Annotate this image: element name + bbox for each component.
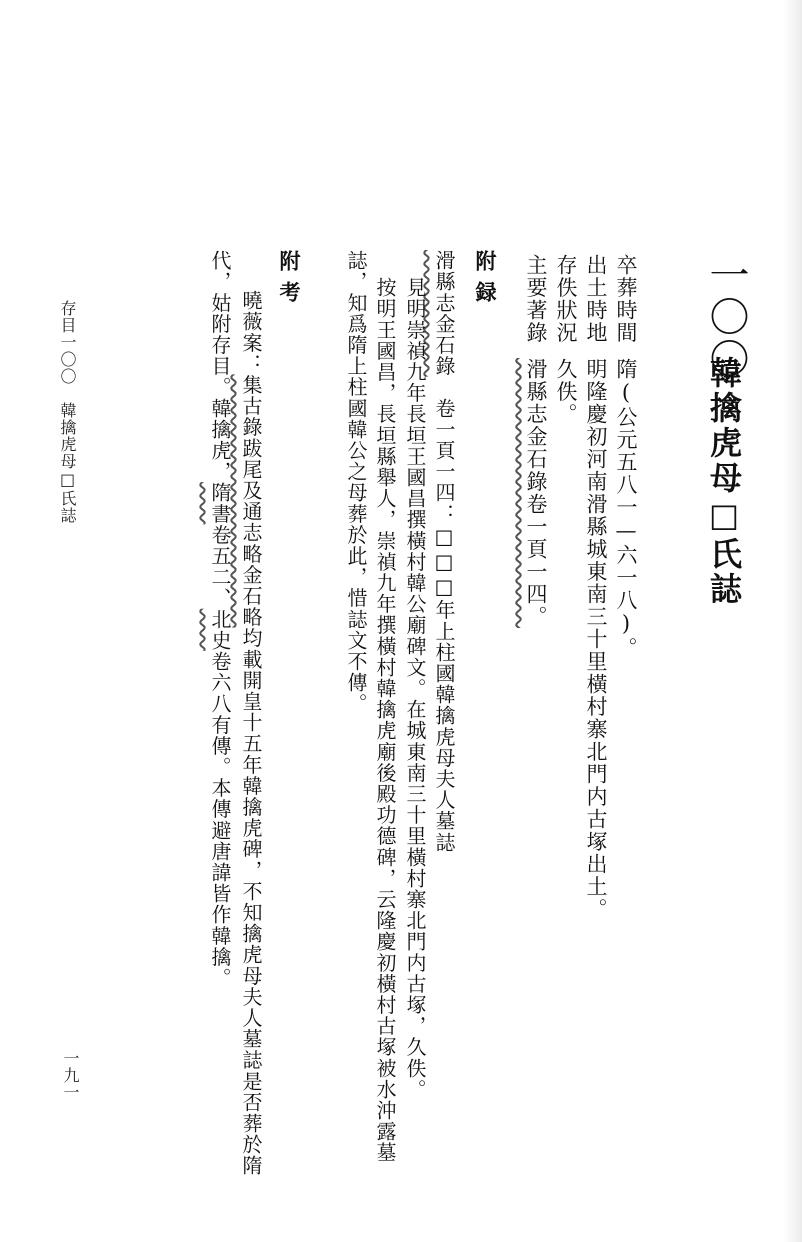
- note-text: 卷六八有傳。本傳避唐諱皆作韓擒。: [208, 650, 232, 989]
- source-title: 滑縣志金石錄: [432, 250, 456, 377]
- appendix-line-1: 見明崇禎九年長垣王國昌撰橫村韓公廟碑文。在城東南三十里橫村寨北門内古塚，久佚。: [403, 277, 427, 1100]
- note-source: 集古錄跋尾及通志略金石略: [239, 374, 263, 628]
- note-text: 卷五二、: [208, 524, 232, 609]
- source-text: 卷一頁一四：□□□年上柱國韓擒虎母夫人墓誌: [432, 376, 456, 853]
- meta-status: [555, 254, 576, 426]
- appendix-heading: 附録: [473, 250, 498, 312]
- appendix-line-3: 誌，知爲隋上柱國韓公之母葬於此，惜誌文不傳。: [344, 250, 368, 715]
- research-heading: 附考: [277, 250, 302, 312]
- meta-label: 出土時地: [584, 254, 608, 344]
- research-line-1: [241, 290, 261, 1176]
- appendix-source-line: [434, 250, 454, 853]
- meta-value: 滑縣志金石錄卷一頁一四。: [524, 358, 548, 628]
- meta-label: 存佚狀況: [554, 254, 578, 344]
- note-text: 代，姑附存目。韓擒虎，: [208, 250, 232, 483]
- meta-value: 隋(公元五八一—六一八)。: [614, 358, 638, 660]
- running-head: 存目一〇〇 韓擒虎母□氏誌: [58, 300, 77, 524]
- note-source: 北史: [208, 608, 232, 651]
- appendix-line-2: 按明王國昌，長垣縣舉人，崇禎九年撰橫村韓擒虎廟後殿功德碑，云隆慶初橫村古塚被水沖露墓: [373, 277, 397, 1164]
- meta-records: [525, 254, 546, 628]
- page-number: 一九一: [61, 1050, 80, 1101]
- note-source: 隋書: [208, 482, 232, 525]
- page-edge-shadow: [782, 0, 802, 1242]
- note-text: 均載開皇十五年韓擒虎碑，不知擒虎母夫人墓誌是否葬於隋: [239, 627, 263, 1177]
- meta-value: 明隆慶初河南滑縣城東南三十里橫村寨北門内古塚出土。: [584, 358, 608, 921]
- entry-title: 韓擒虎母□氏誌: [705, 356, 743, 607]
- meta-label: 卒葬時間: [614, 254, 638, 344]
- entry-number: 一〇〇: [703, 254, 749, 380]
- note-label: 曉薇案：: [239, 290, 263, 375]
- research-line-2: [210, 250, 230, 989]
- meta-label: 主要著錄: [524, 254, 548, 344]
- meta-excavation: [585, 254, 606, 921]
- meta-value: 久佚。: [554, 358, 578, 426]
- meta-burial-time: [615, 254, 636, 660]
